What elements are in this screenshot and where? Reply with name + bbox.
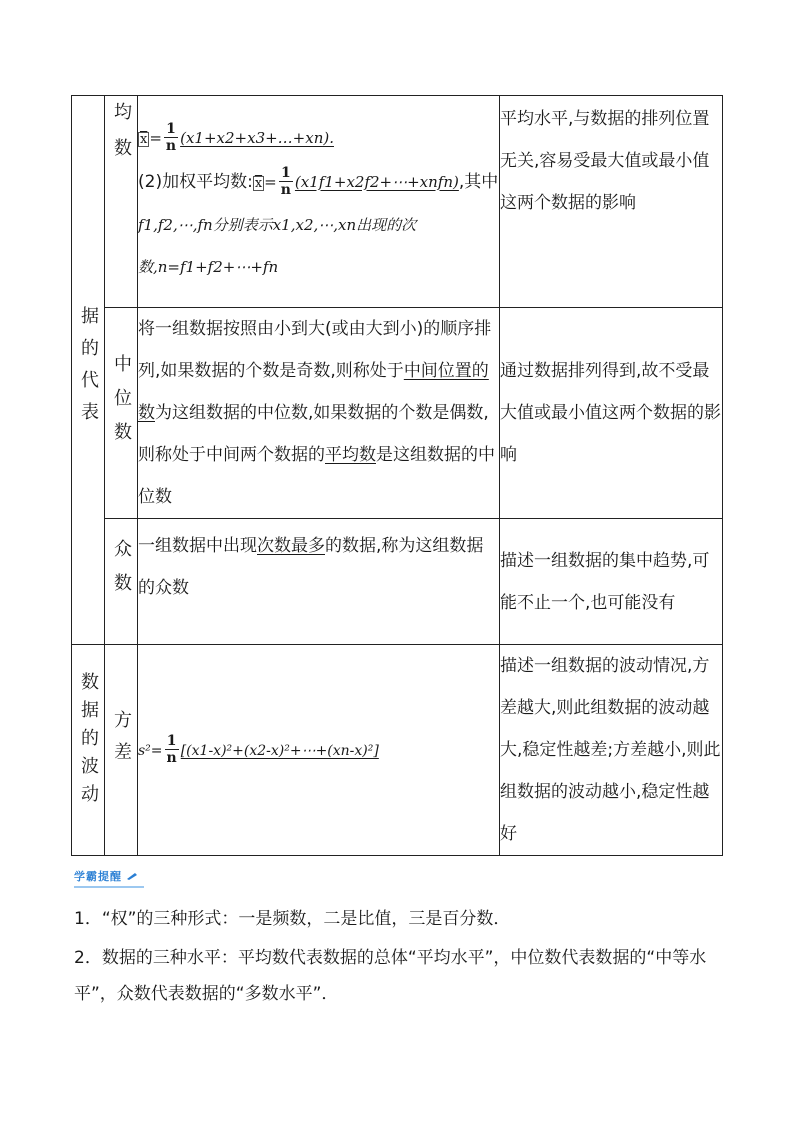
weighted-prefix: (2)加权平均数: bbox=[138, 171, 253, 192]
mean-definition bbox=[138, 96, 500, 308]
variance-feature-text: 描述一组数据的波动情况,方差越大,则此组数据的波动越大,稳定性越差;方差越小,则此组数据的波动越小,稳定性越好 bbox=[500, 656, 721, 844]
mean-formula-line bbox=[138, 116, 499, 160]
row-label-mean bbox=[105, 96, 138, 308]
variance-body: [(x1-x)²+(x2-x)²+⋯+(xn-x)²] bbox=[180, 742, 379, 759]
mode-def-part1: 一组数据中出现 bbox=[138, 536, 257, 556]
mode-def-part2: 的数据,称为这组数据的众数 bbox=[138, 536, 484, 598]
table-row-mode bbox=[72, 519, 723, 645]
mean-fraction bbox=[164, 121, 178, 154]
frac-den: n bbox=[280, 182, 291, 198]
median-def-part1: 将一组数据按照由小到大(或由大到小)的顺序排列,如果数据的个数是奇数,则称处于 bbox=[138, 319, 492, 381]
tip-badge bbox=[74, 868, 139, 884]
row-label-mode-text: 众数 bbox=[111, 539, 132, 607]
row-label-mean-text: 均数 bbox=[111, 102, 132, 174]
mode-feature-text: 描述一组数据的集中趋势,可能不止一个,也可能没有 bbox=[500, 550, 710, 613]
group-label-fluctuation bbox=[72, 645, 105, 856]
mode-definition bbox=[138, 519, 500, 645]
table-row-variance bbox=[72, 645, 723, 856]
weighted-mean-line bbox=[138, 160, 499, 204]
row-label-variance bbox=[105, 645, 138, 856]
weighted-suffix: ,其中 bbox=[458, 171, 499, 192]
row-label-median-text: 中位数 bbox=[111, 353, 132, 456]
weights-description: f1,f2,⋯,fn分别表示x1,x2,⋯,xn出现的次 bbox=[138, 215, 417, 234]
weighted-equals: = bbox=[264, 172, 277, 191]
table-row-median bbox=[72, 308, 723, 519]
median-feature bbox=[500, 308, 723, 519]
mean-feature-text: 平均水平,与数据的排列位置无关,容易受最大值或最小值这两个数据的影响 bbox=[500, 109, 710, 213]
table-row-mean bbox=[72, 96, 723, 308]
mean-xbar-symbol: $\overline{x}$ bbox=[140, 131, 148, 147]
variance-feature bbox=[500, 645, 723, 856]
frac-den: n bbox=[166, 750, 177, 766]
weighted-sum-expr: (x1f1+x2f2+⋯+xnfn) bbox=[294, 172, 459, 191]
pen-icon bbox=[125, 871, 139, 881]
tip-badge-text: 学霸提醒 bbox=[74, 870, 122, 883]
group2-label-text: 数据的波动 bbox=[78, 671, 99, 812]
mode-feature bbox=[500, 519, 723, 645]
median-definition bbox=[138, 308, 500, 519]
mode-def-underline: 次数最多 bbox=[257, 536, 325, 556]
statistics-table bbox=[71, 95, 723, 856]
variance-definition bbox=[138, 645, 500, 856]
variance-fraction bbox=[165, 733, 179, 766]
row-label-variance-text: 方差 bbox=[111, 709, 132, 774]
variance-lhs: s²= bbox=[138, 742, 163, 759]
tip-note-2: 2．数据的三种水平：平均数代表数据的总体“平均水平”，中位数代表数据的“中等水平”，众数代表数据的“多数水平”． bbox=[74, 948, 707, 1004]
weighted-fraction bbox=[279, 165, 293, 198]
mean-sum-expr: (x1+x2+x3+…+xn). bbox=[180, 128, 334, 147]
mean-feature bbox=[500, 96, 723, 308]
row-label-mode bbox=[105, 519, 138, 645]
median-def-underline1: 中间位置的数 bbox=[138, 361, 489, 423]
frac-num: 1 bbox=[165, 733, 179, 750]
median-feature-text: 通过数据排列得到,故不受最大值或最小值这两个数据的影响 bbox=[500, 361, 721, 465]
mean-equals: = bbox=[149, 128, 162, 147]
frac-num: 1 bbox=[164, 121, 178, 138]
row-label-median bbox=[105, 308, 138, 519]
weighted-xbar-symbol: $\overline{x}$ bbox=[254, 175, 263, 191]
weights-sum: 数,n=f1+f2+⋯+fn bbox=[138, 257, 279, 276]
frac-num: 1 bbox=[279, 165, 293, 182]
median-def-part3: 是这组数据的中位数 bbox=[138, 445, 495, 507]
median-def-underline2: 平均数 bbox=[325, 445, 376, 465]
frac-den: n bbox=[165, 138, 177, 154]
group-label-text: 据的代表 bbox=[78, 306, 99, 434]
tip-underline bbox=[74, 886, 144, 888]
median-def-part2: 为这组数据的中位数,如果数据的个数是偶数,则称处于中间两个数据的 bbox=[138, 403, 489, 465]
group-label-representative bbox=[72, 96, 105, 645]
tip-note-1: 1．“权”的三种形式：一是频数，二是比值，三是百分数． bbox=[74, 909, 511, 929]
